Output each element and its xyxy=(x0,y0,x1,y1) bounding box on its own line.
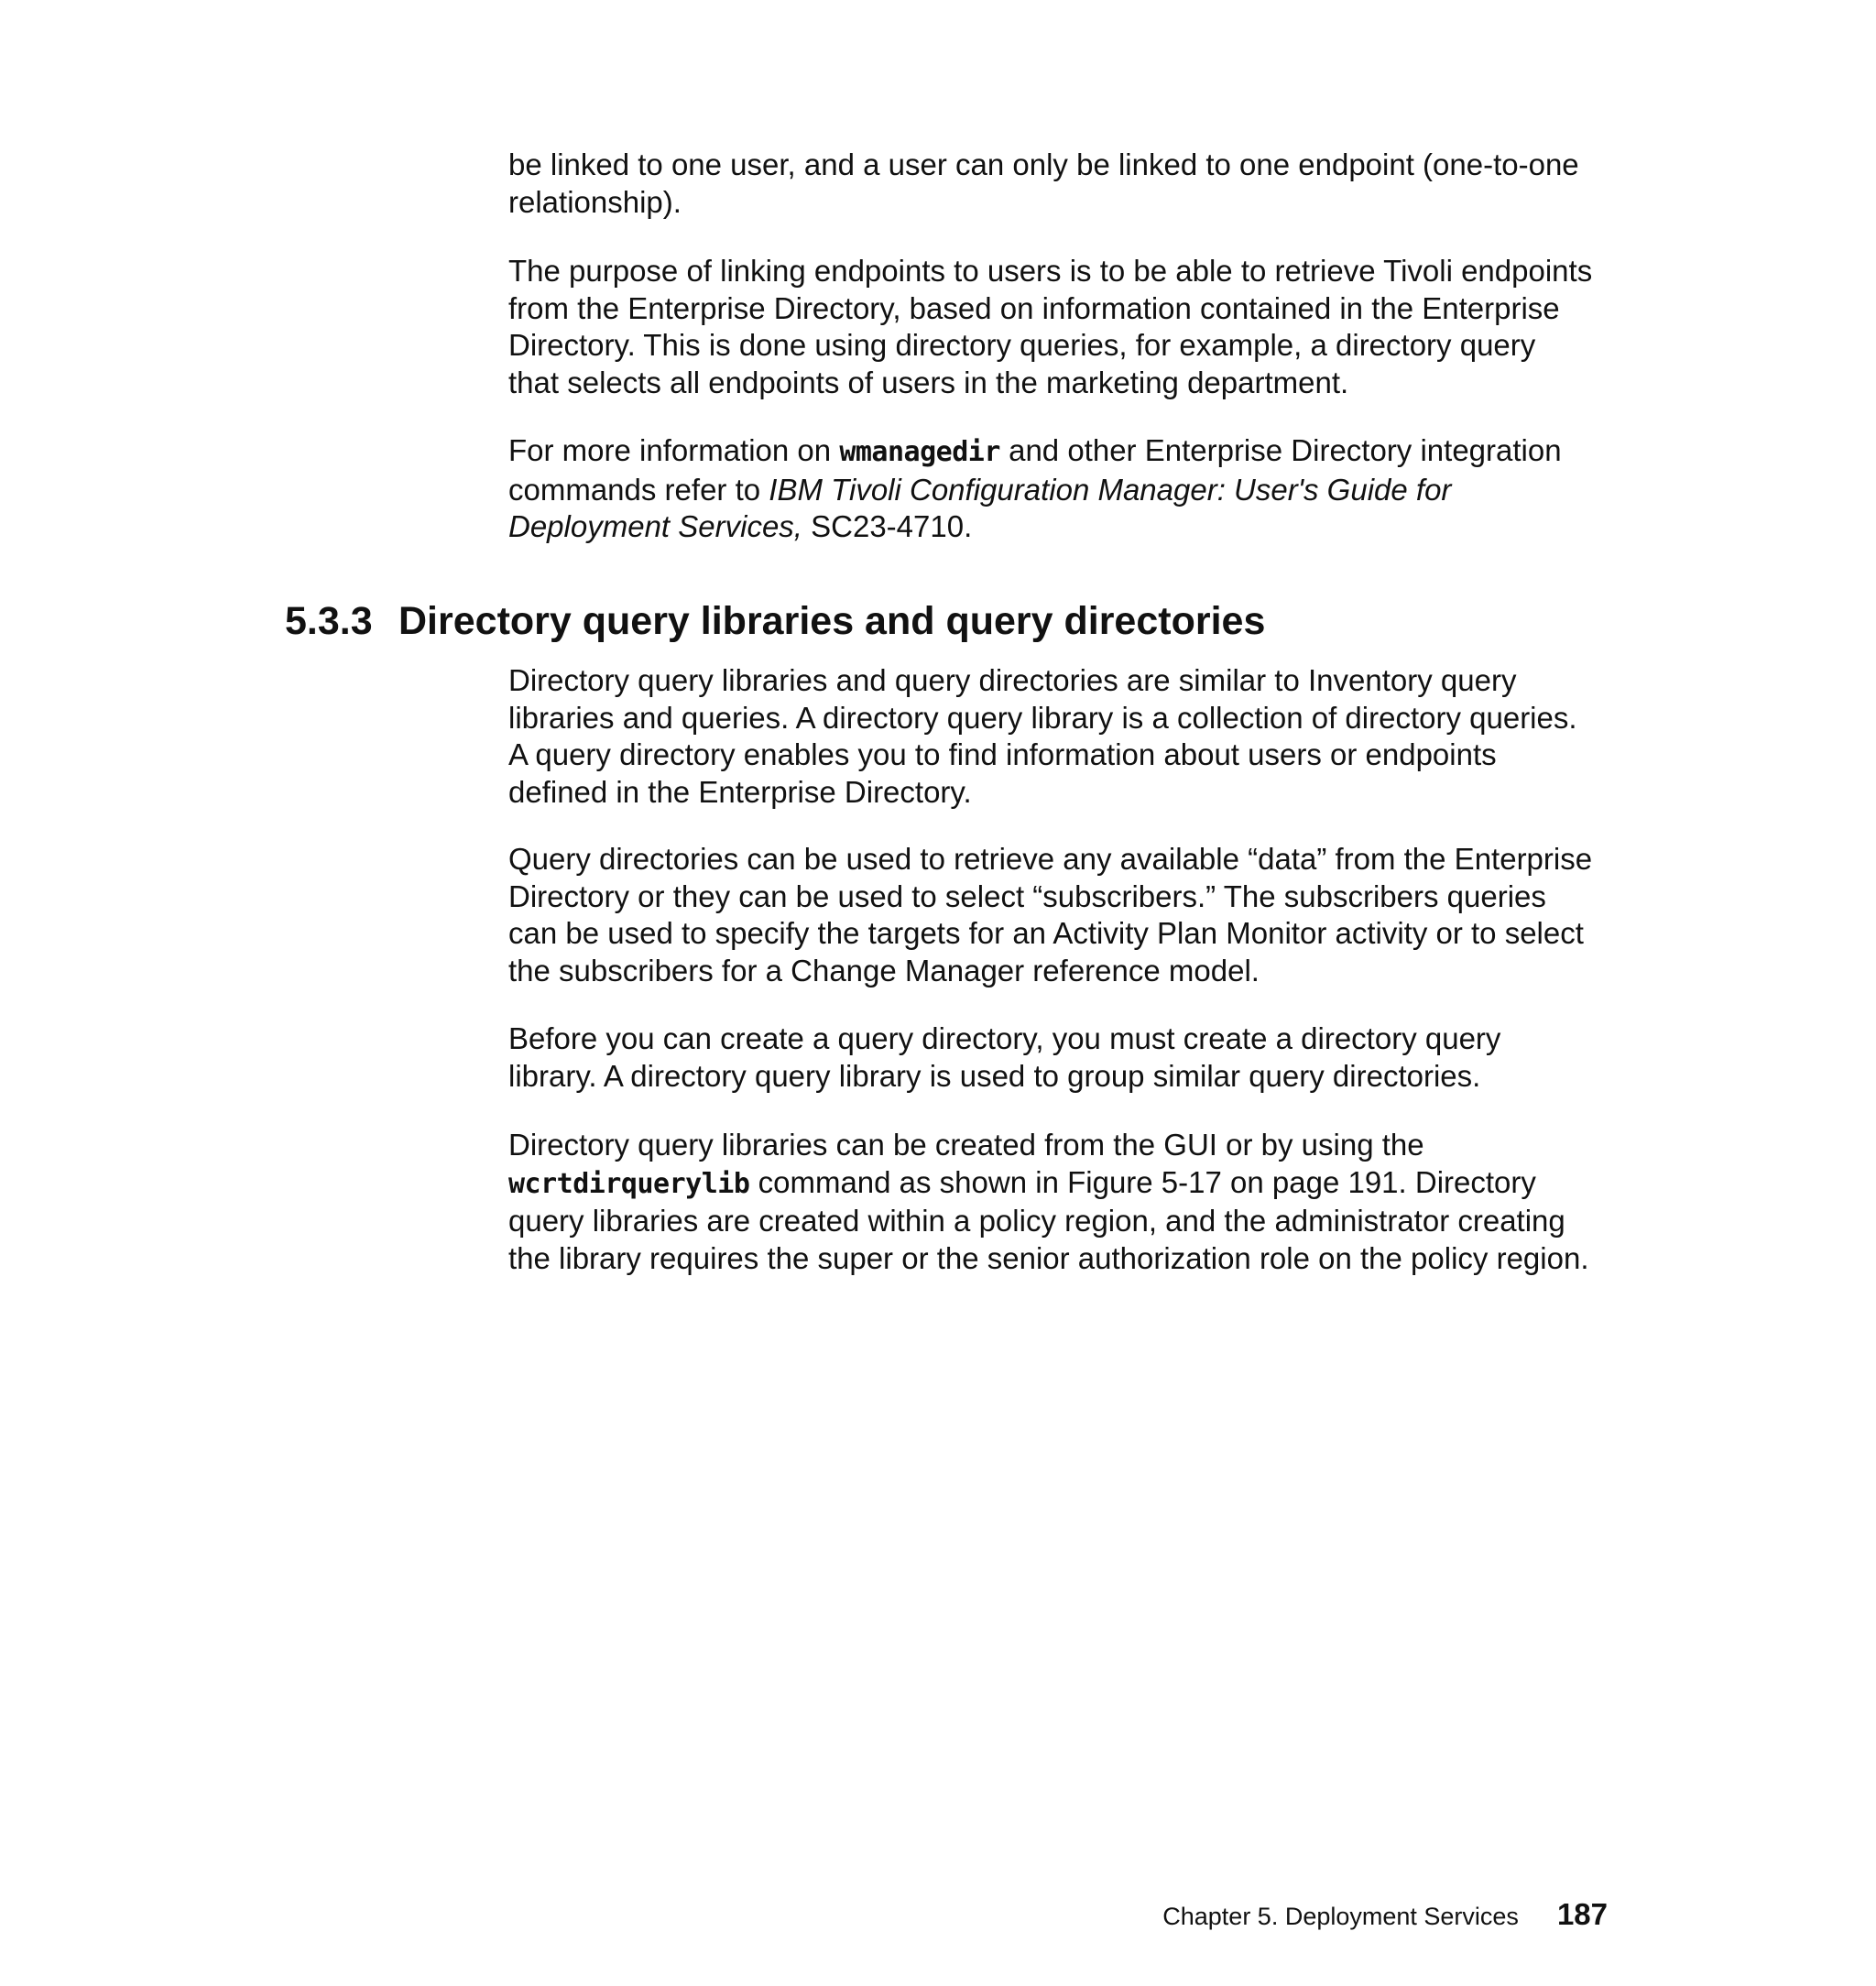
paragraph-create-library-first xyxy=(508,1020,1621,1095)
text-line: be linked to one user, and a user can only be linked to one endpoint (one-to-one xyxy=(508,147,1579,181)
text-line: Query directories can be used to retrieve any available “data” from the Enterprise xyxy=(508,842,1593,876)
text-line: Directory query libraries can be created from the GUI or by using the xyxy=(508,1128,1424,1162)
text-line: Directory. This is done using directory queries, for example, a directory query xyxy=(508,328,1536,362)
text-line: the subscribers for a Change Manager reference model. xyxy=(508,953,1260,988)
command-name-wmanagedir: wmanagedir xyxy=(839,436,1000,468)
section-title: Directory query libraries and query directories xyxy=(398,599,1266,643)
book-title-reference: IBM Tivoli Configuration Manager: User's Guide for xyxy=(769,472,1452,507)
paragraph-query-directories-usage xyxy=(508,841,1621,989)
paragraph-more-information xyxy=(508,432,1621,546)
text-line xyxy=(508,472,1621,509)
text-line xyxy=(508,508,1621,546)
page-number: 187 xyxy=(1556,1897,1608,1931)
text-line: libraries and queries. A directory query library is a collection of directory queries. xyxy=(508,700,1577,735)
text-line: from the Enterprise Directory, based on information contained in the Enterprise xyxy=(508,290,1560,325)
book-title-reference: Deployment Services, xyxy=(508,509,802,543)
text-line: can be used to specify the targets for an Activity Plan Monitor activity or to select xyxy=(508,916,1584,950)
paragraph-endpoint-link xyxy=(508,147,1621,221)
section-heading xyxy=(285,597,1265,645)
text-line xyxy=(508,432,1621,472)
paragraph-create-library-methods xyxy=(508,1127,1621,1277)
text-line: defined in the Enterprise Directory. xyxy=(508,774,972,809)
text-run: commands refer to xyxy=(508,472,769,507)
text-line xyxy=(508,1164,1621,1204)
page-footer xyxy=(0,1896,1608,1935)
text-line: that selects all endpoints of users in the marketing department. xyxy=(508,365,1349,399)
text-line: library. A directory query library is used to group similar query directories. xyxy=(508,1058,1481,1093)
text-line: Directory query libraries and query directories are similar to Inventory query xyxy=(508,663,1517,697)
text-run: SC23-4710. xyxy=(802,509,973,543)
text-line: query libraries are created within a policy region, and the administrator creating xyxy=(508,1204,1565,1238)
text-run: command as shown in Figure 5-17 on page 191. Directory xyxy=(749,1164,1536,1199)
text-line: The purpose of linking endpoints to users is to be able to retrieve Tivoli endpoints xyxy=(508,254,1593,288)
section-number: 5.3.3 xyxy=(285,599,373,643)
text-run: and other Enterprise Directory integration xyxy=(999,433,1562,467)
text-run: For more information on xyxy=(508,433,840,467)
text-line: the library requires the super or the senior authorization role on the policy region. xyxy=(508,1240,1589,1275)
text-line: Directory or they can be used to select “subscribers.” The subscribers queries xyxy=(508,878,1546,913)
footer-chapter-title: Chapter 5. Deployment Services xyxy=(1162,1903,1519,1930)
text-line: Before you can create a query directory, you must create a directory query xyxy=(508,1021,1501,1055)
text-line: relationship). xyxy=(508,184,682,219)
paragraph-query-libraries-intro xyxy=(508,662,1621,811)
command-name-wcrtdirquerylib: wcrtdirquerylib xyxy=(508,1167,750,1200)
paragraph-linking-purpose xyxy=(508,253,1621,401)
text-line: A query directory enables you to find information about users or endpoints xyxy=(508,737,1497,771)
